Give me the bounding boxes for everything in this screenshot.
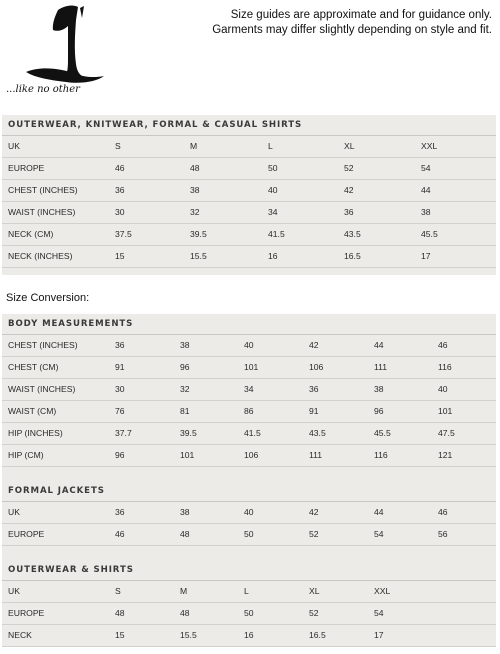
row-label: EUROPE <box>8 608 45 618</box>
row-label: UK <box>8 507 20 517</box>
disclaimer-line-1: Size guides are approximate and for guidance only. <box>230 9 492 21</box>
table-cell: 43.5 <box>309 428 326 438</box>
table-cell: 34 <box>244 384 254 394</box>
table-cell: 38 <box>180 507 190 517</box>
table-cell: 45.5 <box>421 229 438 239</box>
table-row <box>2 581 496 603</box>
table-row <box>2 423 496 445</box>
table-cell: 16.5 <box>309 630 326 640</box>
table-cell: 101 <box>244 362 259 372</box>
table-row <box>2 224 496 246</box>
table-cell: 111 <box>309 450 323 460</box>
formal-jackets-table <box>2 502 496 546</box>
table-cell: 48 <box>180 529 190 539</box>
formal-jackets-title: FORMAL JACKETS <box>2 481 496 502</box>
table-cell: XXL <box>374 586 391 596</box>
table-cell: 37.5 <box>115 229 132 239</box>
table-cell: 30 <box>115 384 125 394</box>
table-cell: 43.5 <box>344 229 361 239</box>
body-measurements-title: BODY MEASUREMENTS <box>2 314 496 335</box>
table-cell: 40 <box>244 507 254 517</box>
table-cell: 36 <box>115 507 125 517</box>
table-cell: 34 <box>268 207 278 217</box>
table-cell: 48 <box>180 608 190 618</box>
size-table-outerwear-knitwear <box>2 115 496 275</box>
row-label: WAIST (INCHES) <box>8 207 76 217</box>
table-cell: 44 <box>374 340 384 350</box>
table-cell: 15 <box>115 251 125 261</box>
table-cell: M <box>180 586 188 596</box>
table-cell: XL <box>344 141 355 151</box>
table-cell: 41.5 <box>268 229 285 239</box>
table-cell: 16.5 <box>344 251 361 261</box>
table-cell: 54 <box>421 163 431 173</box>
table-cell: 44 <box>421 185 431 195</box>
table-cell: XXL <box>421 141 438 151</box>
table-cell: 56 <box>438 529 448 539</box>
table-cell: 54 <box>374 608 384 618</box>
table-cell: 46 <box>115 529 125 539</box>
table-cell: 16 <box>268 251 278 261</box>
table-cell: 54 <box>374 529 384 539</box>
table-cell: 45.5 <box>374 428 391 438</box>
row-label: CHEST (INCHES) <box>8 185 78 195</box>
row-label: UK <box>8 141 20 151</box>
table-row <box>2 502 496 524</box>
table-cell: 48 <box>115 608 125 618</box>
table-cell: 111 <box>374 362 388 372</box>
table-cell: 116 <box>374 450 388 460</box>
table-cell: 106 <box>244 450 259 460</box>
table-cell: 116 <box>438 362 452 372</box>
table-row <box>2 136 496 158</box>
table-row <box>2 180 496 202</box>
disclaimer <box>212 8 492 38</box>
row-label: UK <box>8 586 20 596</box>
table-cell: S <box>115 586 121 596</box>
table-cell: 50 <box>268 163 278 173</box>
table-cell: 50 <box>244 529 254 539</box>
row-label: EUROPE <box>8 529 45 539</box>
table-cell: 32 <box>190 207 200 217</box>
table-cell: 17 <box>421 251 431 261</box>
table-cell: 42 <box>344 185 354 195</box>
table-row <box>2 524 496 546</box>
table-cell: 38 <box>190 185 200 195</box>
table-cell: 52 <box>309 608 319 618</box>
table-cell: 36 <box>115 185 125 195</box>
table-cell: 37.7 <box>115 428 132 438</box>
size-conversion-label: Size Conversion: <box>6 292 90 304</box>
table-cell: 30 <box>115 207 125 217</box>
table-cell: 44 <box>374 507 384 517</box>
table-cell: 52 <box>344 163 354 173</box>
table-cell: 39.5 <box>180 428 197 438</box>
table-cell: 46 <box>438 340 448 350</box>
table-cell: 48 <box>190 163 200 173</box>
body-measurements-table <box>2 335 496 467</box>
table-cell: 32 <box>180 384 190 394</box>
table-body <box>2 136 496 268</box>
row-label: CHEST (CM) <box>8 362 59 372</box>
table-cell: 38 <box>421 207 431 217</box>
outerwear-shirts-title: OUTERWEAR & SHIRTS <box>2 560 496 581</box>
table-cell: 101 <box>438 406 453 416</box>
row-label: NECK <box>8 630 32 640</box>
table-cell: 38 <box>180 340 190 350</box>
table-cell: L <box>244 586 249 596</box>
table-row <box>2 357 496 379</box>
row-label: WAIST (CM) <box>8 406 57 416</box>
size-conversion-tables <box>2 314 496 646</box>
table-row <box>2 246 496 268</box>
disclaimer-line-2: Garments may differ slightly depending on style and fit. <box>212 24 492 36</box>
table-row <box>2 335 496 357</box>
row-label: NECK (CM) <box>8 229 54 239</box>
table-cell: 15.5 <box>180 630 197 640</box>
table-cell: 76 <box>115 406 125 416</box>
table-cell: 39.5 <box>190 229 207 239</box>
table-cell: 91 <box>115 362 125 372</box>
table-row <box>2 603 496 625</box>
table-cell: 101 <box>180 450 195 460</box>
table-cell: 16 <box>244 630 254 640</box>
table-cell: 86 <box>244 406 254 416</box>
table-cell: 50 <box>244 608 254 618</box>
table-cell: 17 <box>374 630 384 640</box>
row-label: EUROPE <box>8 163 45 173</box>
table-cell: 42 <box>309 507 319 517</box>
table-cell: 36 <box>344 207 354 217</box>
table-cell: 36 <box>309 384 319 394</box>
table-cell: 38 <box>374 384 384 394</box>
table-row <box>2 445 496 467</box>
table-title: OUTERWEAR, KNITWEAR, FORMAL & CASUAL SHIRTS <box>2 115 496 136</box>
brand-tagline: ...like no other <box>6 84 80 95</box>
table-row <box>2 379 496 401</box>
table-cell: 15 <box>115 630 125 640</box>
row-label: HIP (CM) <box>8 450 44 460</box>
table-cell: 36 <box>115 340 125 350</box>
table-cell: 52 <box>309 529 319 539</box>
table-cell: S <box>115 141 121 151</box>
brand-logo <box>20 4 110 96</box>
table-cell: 96 <box>374 406 384 416</box>
table-row <box>2 158 496 180</box>
table-cell: M <box>190 141 198 151</box>
table-cell: 47.5 <box>438 428 455 438</box>
table-cell: 81 <box>180 406 190 416</box>
table-cell: 40 <box>268 185 278 195</box>
row-label: CHEST (INCHES) <box>8 340 78 350</box>
table-cell: 40 <box>438 384 448 394</box>
table-row <box>2 401 496 423</box>
table-cell: XL <box>309 586 320 596</box>
table-cell: 106 <box>309 362 324 372</box>
table-cell: 46 <box>115 163 125 173</box>
row-label: HIP (INCHES) <box>8 428 63 438</box>
row-label: NECK (INCHES) <box>8 251 73 261</box>
table-cell: 46 <box>438 507 448 517</box>
table-cell: 40 <box>244 340 254 350</box>
table-cell: 42 <box>309 340 319 350</box>
table-row <box>2 202 496 224</box>
table-cell: 15.5 <box>190 251 207 261</box>
table-cell: 96 <box>180 362 190 372</box>
table-cell: 91 <box>309 406 319 416</box>
table-cell: 96 <box>115 450 125 460</box>
table-row <box>2 625 496 647</box>
table-cell: 121 <box>438 450 453 460</box>
row-label: WAIST (INCHES) <box>8 384 76 394</box>
table-cell: 41.5 <box>244 428 261 438</box>
table-cell: L <box>268 141 273 151</box>
outerwear-shirts-table <box>2 581 496 647</box>
